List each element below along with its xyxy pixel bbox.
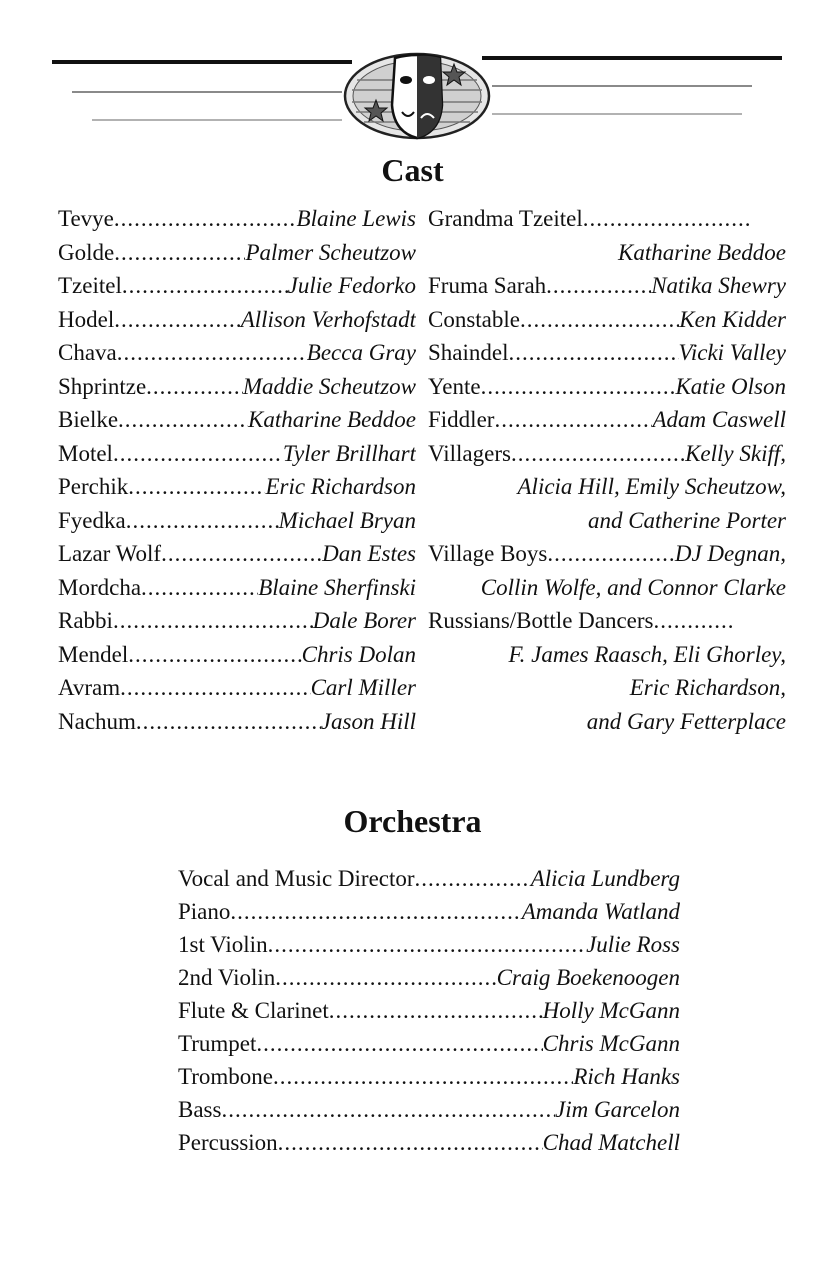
instrument-name: 2nd Violin bbox=[178, 965, 276, 990]
musician-name: Chad Matchell bbox=[542, 1130, 680, 1155]
musician-name: Jim Garcelon bbox=[555, 1097, 680, 1122]
cast-row bbox=[428, 403, 786, 437]
actor-name: Ken Kidder bbox=[679, 306, 786, 332]
cast-row bbox=[58, 202, 416, 236]
musician-name: Amanda Watland bbox=[521, 899, 680, 924]
actor-name: Collin Wolfe, and Connor Clarke bbox=[480, 574, 786, 600]
cast-row bbox=[58, 671, 416, 705]
role-name: Mendel bbox=[58, 641, 129, 667]
orchestra-row bbox=[178, 1060, 680, 1093]
actor-name: Katie Olson bbox=[675, 373, 786, 399]
musician-name: Holly McGann bbox=[542, 998, 680, 1023]
orchestra-row bbox=[178, 994, 680, 1027]
actor-name: Blaine Lewis bbox=[296, 206, 416, 231]
instrument-name: Percussion bbox=[178, 1130, 278, 1155]
orchestra-row bbox=[178, 895, 680, 928]
orchestra-row bbox=[178, 1027, 680, 1060]
role-name: Mordcha bbox=[58, 574, 142, 600]
role-name: Rabbi bbox=[58, 608, 113, 633]
orchestra-row bbox=[178, 928, 680, 961]
role-name: Bielke bbox=[58, 407, 119, 432]
role-name: Fruma Sarah bbox=[428, 273, 547, 298]
cast-row bbox=[58, 269, 416, 303]
cast-row bbox=[428, 303, 786, 337]
role-name: Motel bbox=[58, 440, 113, 466]
role-name: Chava bbox=[58, 340, 117, 365]
actor-name: Adam Caswell bbox=[652, 407, 786, 432]
cast-row bbox=[58, 236, 416, 270]
cast-row bbox=[58, 504, 416, 538]
role-name: Tevye bbox=[58, 206, 114, 231]
actor-name: Jason Hill bbox=[320, 708, 416, 734]
role-name: Villagers bbox=[428, 440, 511, 466]
instrument-name: Trombone bbox=[178, 1064, 273, 1089]
role-name: Shprintze bbox=[58, 373, 147, 399]
orchestra-list bbox=[178, 862, 680, 1159]
role-name: Village Boys bbox=[428, 541, 548, 566]
role-name: Tzeitel bbox=[58, 273, 122, 298]
cast-row bbox=[428, 370, 786, 404]
actor-name: Dale Borer bbox=[312, 608, 416, 633]
orchestra-row bbox=[178, 862, 680, 895]
actor-name: Michael Bryan bbox=[278, 507, 416, 533]
instrument-name: Vocal and Music Director bbox=[178, 866, 415, 891]
cast-row bbox=[428, 537, 786, 571]
actor-name: Katharine Beddoe bbox=[618, 239, 786, 265]
cast-row bbox=[58, 336, 416, 370]
musician-name: Rich Hanks bbox=[573, 1064, 680, 1089]
role-name: Perchik bbox=[58, 474, 129, 499]
actor-name: Natika Shewry bbox=[651, 273, 786, 298]
cast-row bbox=[428, 202, 786, 236]
actor-name: Eric Richardson, bbox=[629, 675, 786, 700]
cast-right-column bbox=[428, 202, 786, 738]
cast-row bbox=[58, 638, 416, 672]
actor-name: Dan Estes bbox=[322, 541, 416, 566]
cast-row bbox=[58, 303, 416, 337]
role-name: Yente bbox=[428, 373, 481, 399]
role-name: Golde bbox=[58, 239, 115, 265]
actor-name: Becca Gray bbox=[306, 340, 416, 365]
cast-left-column bbox=[58, 202, 416, 738]
instrument-name: Bass bbox=[178, 1097, 222, 1122]
role-name: Constable bbox=[428, 306, 520, 332]
cast-row bbox=[58, 571, 416, 605]
role-name: Lazar Wolf bbox=[58, 541, 162, 566]
musician-name: Craig Boekenoogen bbox=[496, 965, 680, 990]
role-name: Fyedka bbox=[58, 507, 126, 533]
role-name: Russians/Bottle Dancers bbox=[428, 608, 654, 633]
actor-name: Alicia Hill, Emily Scheutzow, bbox=[517, 474, 786, 499]
actor-name: Vicki Valley bbox=[678, 340, 786, 365]
cast-row bbox=[58, 470, 416, 504]
actor-name: Eric Richardson bbox=[265, 474, 416, 499]
instrument-name: Piano bbox=[178, 899, 231, 924]
theater-masks-ornament-icon bbox=[52, 50, 782, 145]
cast-row bbox=[428, 336, 786, 370]
musician-name: Chris McGann bbox=[542, 1031, 680, 1056]
cast-row bbox=[58, 604, 416, 638]
cast-row bbox=[428, 269, 786, 303]
actor-name: Allison Verhofstadt bbox=[240, 306, 416, 332]
orchestra-heading: Orchestra bbox=[343, 803, 482, 839]
role-name: Avram bbox=[58, 675, 121, 700]
actor-name: DJ Degnan, bbox=[674, 541, 786, 566]
actor-name: Julie Fedorko bbox=[287, 273, 416, 298]
actor-name: Palmer Scheutzow bbox=[245, 239, 416, 265]
actor-name: and Catherine Porter bbox=[587, 507, 786, 533]
cast-row bbox=[58, 370, 416, 404]
actor-name: Katharine Beddoe bbox=[248, 407, 416, 432]
cast-heading: Cast bbox=[381, 152, 444, 188]
role-name: Nachum bbox=[58, 708, 136, 734]
actor-name: Kelly Skiff, bbox=[685, 440, 786, 466]
orchestra-row bbox=[178, 1126, 680, 1159]
role-name: Grandma Tzeitel bbox=[428, 206, 583, 231]
actor-name: Carl Miller bbox=[310, 675, 416, 700]
musician-name: Julie Ross bbox=[586, 932, 680, 957]
cast-row bbox=[58, 537, 416, 571]
role-name: Fiddler bbox=[428, 407, 495, 432]
role-name: Hodel bbox=[58, 306, 115, 332]
actor-name: and Gary Fetterplace bbox=[586, 708, 786, 734]
actor-name: Maddie Scheutzow bbox=[242, 373, 416, 399]
instrument-name: 1st Violin bbox=[178, 932, 268, 957]
actor-name: Tyler Brillhart bbox=[282, 440, 416, 466]
orchestra-row bbox=[178, 961, 680, 994]
actor-name: Chris Dolan bbox=[301, 641, 416, 667]
instrument-name: Trumpet bbox=[178, 1031, 257, 1056]
actor-name: Blaine Sherfinski bbox=[258, 574, 416, 600]
instrument-name: Flute & Clarinet bbox=[178, 998, 329, 1023]
orchestra-row bbox=[178, 1093, 680, 1126]
role-name: Shaindel bbox=[428, 340, 509, 365]
cast-row bbox=[428, 604, 786, 638]
cast-row bbox=[428, 437, 786, 471]
cast-row bbox=[58, 437, 416, 471]
musician-name: Alicia Lundberg bbox=[530, 866, 680, 891]
cast-row bbox=[58, 403, 416, 437]
cast-row bbox=[58, 705, 416, 739]
actor-name: F. James Raasch, Eli Ghorley, bbox=[508, 641, 786, 667]
